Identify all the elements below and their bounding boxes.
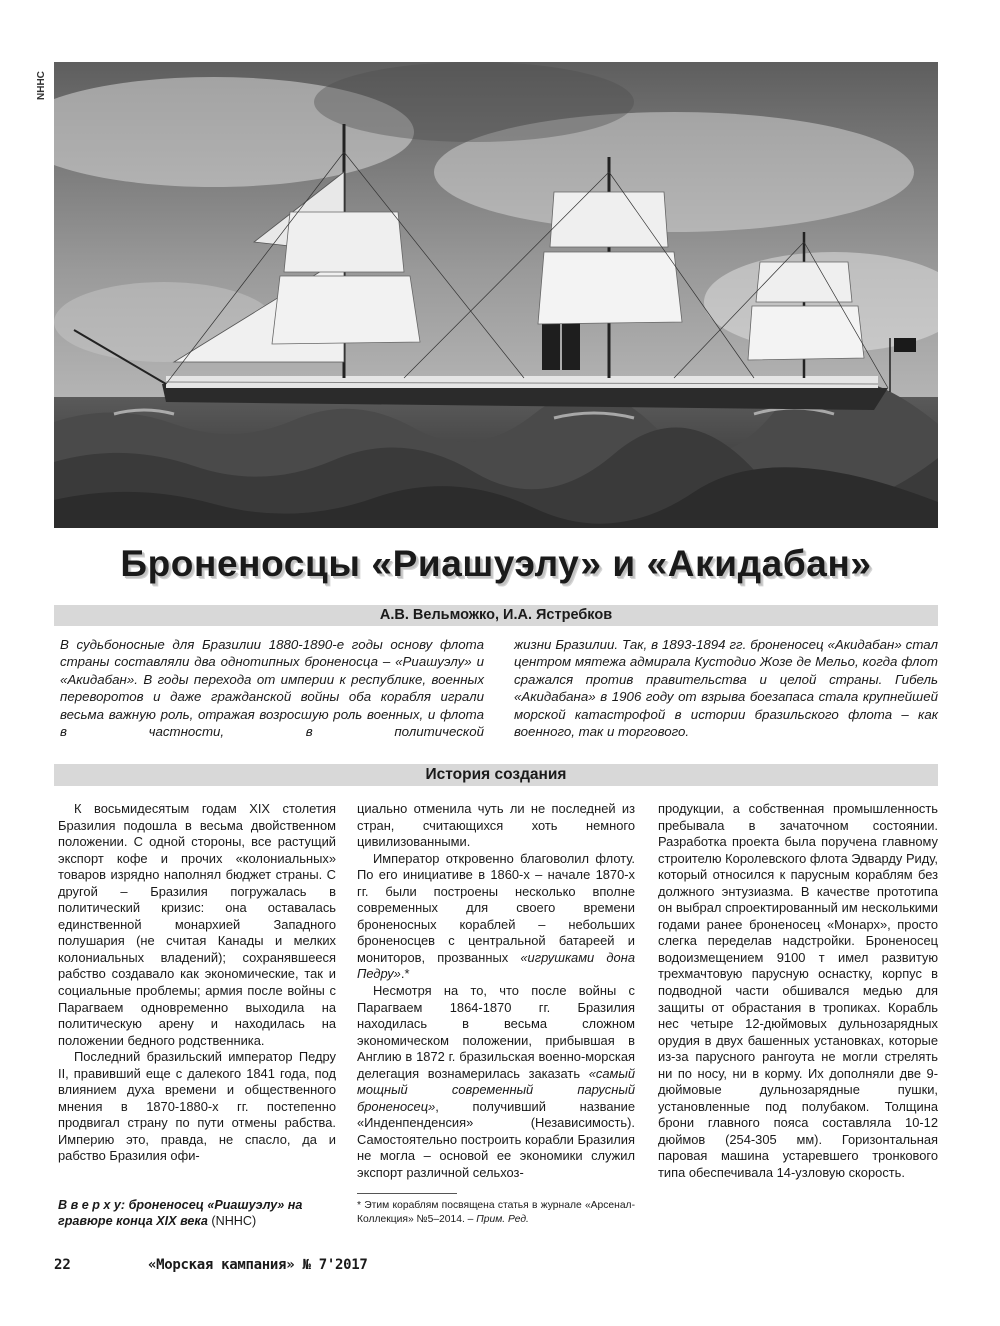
body-text: Несмотря на то, что после войны с Парагваем 1864-1870 гг. Бразилия находилась в весьма сложном экономическом положении, прибывшая в Англию в 1872 г. бразильская военно-морская делегация вознамерилась заказать [357,983,635,1081]
footnote-note: Прим. Ред. [476,1214,529,1225]
image-caption [58,1197,338,1229]
body-paragraph: продукции, а собственная промышленность пребывала в зачаточном состоянии. Разработка проекта была поручена главному строителю Королевского флота Эдварду Риду, который относился к парусным кораблям без должного энтузиазма. В качестве прототипа он выбрал спроектированный им несколькими годами ранее броненосец «Монарх», просто слегка переделав надстройки. Броненосец водоизмещением 9100 т имел развитую трехмачтовую парусную оснастку, корпус в подводной части обшивался медью для защиты от обрастания в тропиках. Корабль нес четыре 12-дюймовых дульнозарядных орудия в двух башенных установках, которые из-за парусного рангоута не могли стрелять ни по носу, ни в корму. Их дополняли две 9-дюймовые дульнозарядные пушки, установленные под полубаком. Толщина брони главного пояса составляла 10-12 дюймов (254-305 мм). Горизонтальная паровая машина устаревшего тронкового типа обеспечивала 14-узловую скорость. [658,801,938,1181]
photo-credit-vertical: NHHC [36,71,47,100]
body-paragraph: К восьмидесятым годам XIX столетия Бразилия подошла в весьма двойственном положении. С одной стороны, все растущий экспорт кофе и прочих «колониальных» товаров изрядно наполнял бюджет страны. С другой – Бразилия погружалась в политический кризис: она оставалась единственной монархией Западного полушария (не считая Канады и мелких колониальных владений); сохранявшееся рабство создавало как экономические, так и социальные проблемы; армия после войны с Парагваем одновременно выходила на политическую арену и находилась на положении бедного родственника. [58,801,336,1048]
body-column-1 [58,801,336,1165]
body-paragraph [357,851,635,983]
body-text-italic: «самый мощный современный парусный броненосец» [357,1065,635,1114]
body-text: .* [400,966,410,982]
body-column-2 [357,801,635,1182]
body-paragraph: циально отменила чуть ли не последней из стран, считающихся хоть немного цивилизованными. [357,801,635,850]
footnote [357,1199,635,1227]
body-paragraph [357,983,635,1182]
ship-engraving-image [54,62,938,528]
lead-paragraph-right: жизни Бразилии. Так, в 1893-1894 гг. броненосец «Акидабан» стал центром мятежа адмирала Кустодио Жозе де Мельо, когда флот сражался против правительства и целой страны. Гибель «Акидабана» в 1906 году от взрыва боезапаса стала крупнейшей морской катастрофой в истории бразильского флота – как военного, так и торгового. [514,637,938,740]
page-number: 22 [54,1257,71,1273]
section-heading: История создания [54,764,938,786]
caption-credit: (NHHC) [207,1214,257,1228]
footnote-divider [357,1193,457,1194]
body-text: Император откровенно благоволил флоту. По его инициативе в 1860-х – начале 1870-х гг. были построены несколько вполне современных для своего времени броненосных кораблей – небольших броненосцев с центральной батареей и мониторов, прозванных [357,850,635,965]
magazine-name: «Морская кампания» № 7'2017 [148,1257,368,1273]
body-text: , получивший название «Инденпенденсия» (Независимость). Самостоятельно построить корабли Бразилия не могла – основой ее экономики служил экспорт различной сельхоз- [357,1098,635,1181]
body-column-3 [658,801,938,1182]
article-title: Броненосцы «Риашуэлу» и «Акидабан» [120,543,872,584]
body-text-italic: «игрушками дона Педру» [357,949,635,982]
caption-label: В в е р х у: броненосец «Риашуэлу» на гравюре конца XIX века [58,1198,303,1228]
footnote-text: * Этим кораблям посвящена статья в журнале «Арсенал-Коллекция» №5–2014. – [357,1200,635,1225]
body-paragraph: Последний бразильский император Педру II, правивший еще с далекого 1841 года, под влиянием духа времени и общественного мнения в 1870-1880-х гг. постепенно продвигал страну по пути отмены рабства. Империю это, правда, не спасло, да и рабство Бразилия офи- [58,1049,336,1164]
lead-paragraph-left: В судьбоносные для Бразилии 1880-1890-е годы основу флота страны составляли два однотипных броненосца – «Риашуэлу» и «Акидабан». В годы перехода от империи к республике, военных переворотов и даже гражданской войны оба корабля играли весьма важную роль, отражая возросшую роль военных, и флота в частности, в политической [60,637,484,740]
authors-bar: А.В. Вельможко, И.А. Ястребков [54,605,938,626]
